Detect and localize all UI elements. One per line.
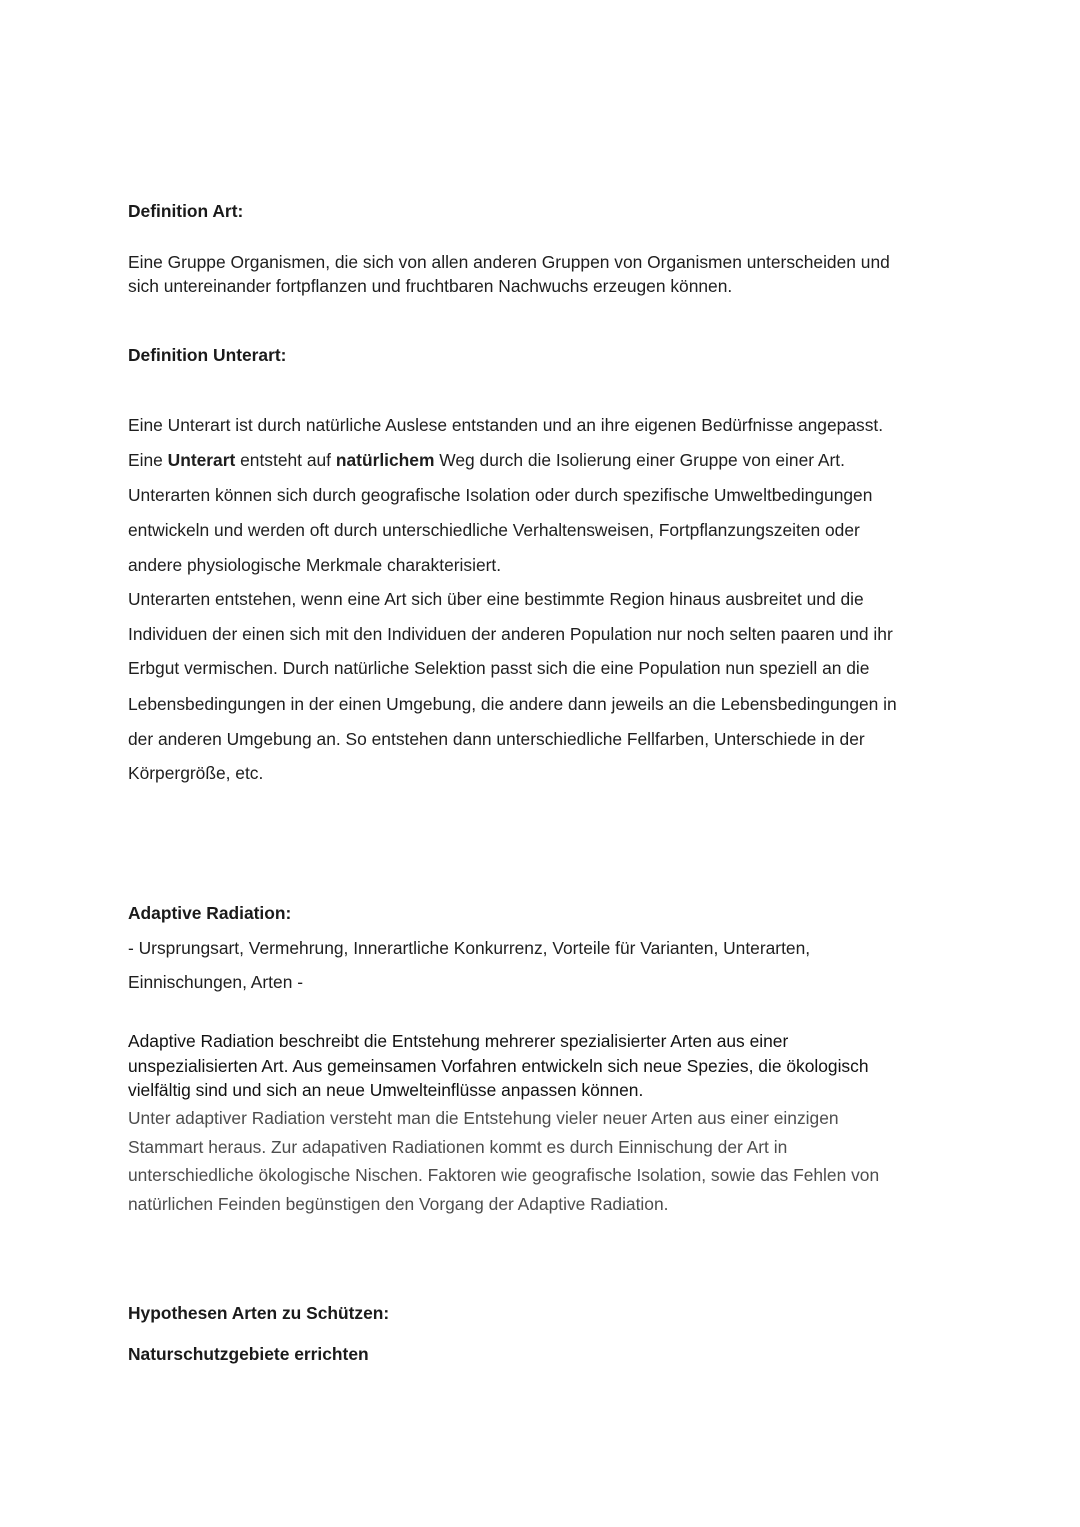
paragraph-line: der anderen Umgebung an. So entstehen dann unterschiedliche Fellfarben, Unterschiede in der bbox=[128, 729, 865, 749]
paragraph-line: Erbgut vermischen. Durch natürliche Selektion passt sich die eine Population nun speziell an die bbox=[128, 658, 870, 678]
paragraph-line: natürlichen Feinden begünstigen den Vorgang der Adaptive Radiation. bbox=[128, 1194, 669, 1214]
paragraph-line: Eine Unterart ist durch natürliche Auslese entstanden und an ihre eigenen Bedürfnisse angepasst. bbox=[128, 415, 884, 435]
paragraph-line: sich untereinander fortpflanzen und fruchtbaren Nachwuchs erzeugen können. bbox=[128, 276, 733, 296]
paragraph-line: Unterarten entstehen, wenn eine Art sich über eine bestimmte Region hinaus ausbreitet und die bbox=[128, 589, 864, 609]
text-run: Eine bbox=[128, 450, 168, 470]
paragraph-line: Körpergröße, etc. bbox=[128, 763, 264, 783]
paragraph-line-mixed bbox=[128, 450, 958, 471]
heading-definition-unterart: Definition Unterart: bbox=[128, 345, 287, 365]
paragraph-line: vielfältig sind und sich an neue Umwelteinflüsse anpassen können. bbox=[128, 1080, 644, 1100]
text-run: Weg durch die Isolierung einer Gruppe von einer Art. bbox=[434, 450, 845, 470]
paragraph-line: Adaptive Radiation beschreibt die Entstehung mehrerer spezialisierter Arten aus einer bbox=[128, 1031, 789, 1051]
bold-term-unterart: Unterart bbox=[167, 450, 236, 470]
keywords-line: - Ursprungsart, Vermehrung, Innerartliche Konkurrenz, Vorteile für Varianten, Unterarten, bbox=[128, 938, 811, 958]
paragraph-line: entwickeln und werden oft durch unterschiedliche Verhaltensweisen, Fortpflanzungszeiten oder bbox=[128, 520, 860, 540]
paragraph-line: unterschiedliche ökologische Nischen. Faktoren wie geografische Isolation, sowie das Fehlen von bbox=[128, 1165, 880, 1185]
bold-term-natuerlichem: natürlichem bbox=[335, 450, 435, 470]
paragraph-line: unspezialisierten Art. Aus gemeinsamen Vorfahren entwickeln sich neue Spezies, die ökologisch bbox=[128, 1056, 869, 1076]
heading-hypothesen: Hypothesen Arten zu Schützen: bbox=[128, 1303, 390, 1323]
text-run: entsteht auf bbox=[235, 450, 336, 470]
paragraph-line: Unter adaptiver Radiation versteht man die Entstehung vieler neuer Arten aus einer einzigen bbox=[128, 1108, 839, 1128]
paragraph-line: Individuen der einen sich mit den Individuen der anderen Population nur noch selten paaren und ihr bbox=[128, 624, 893, 644]
item-naturschutzgebiete: Naturschutzgebiete errichten bbox=[128, 1344, 369, 1364]
paragraph-line: Eine Gruppe Organismen, die sich von allen anderen Gruppen von Organismen unterscheiden und bbox=[128, 252, 890, 272]
keywords-line: Einnischungen, Arten - bbox=[128, 972, 303, 992]
heading-adaptive-radiation: Adaptive Radiation: bbox=[128, 903, 292, 923]
paragraph-line: andere physiologische Merkmale charakterisiert. bbox=[128, 555, 502, 575]
heading-definition-art: Definition Art: bbox=[128, 201, 244, 221]
paragraph-line: Stammart heraus. Zur adapativen Radiationen kommt es durch Einnischung der Art in bbox=[128, 1137, 788, 1157]
paragraph-line: Unterarten können sich durch geografische Isolation oder durch spezifische Umweltbedingungen bbox=[128, 485, 873, 505]
paragraph-line: Lebensbedingungen in der einen Umgebung, die andere dann jeweils an die Lebensbedingungen in bbox=[128, 694, 897, 714]
